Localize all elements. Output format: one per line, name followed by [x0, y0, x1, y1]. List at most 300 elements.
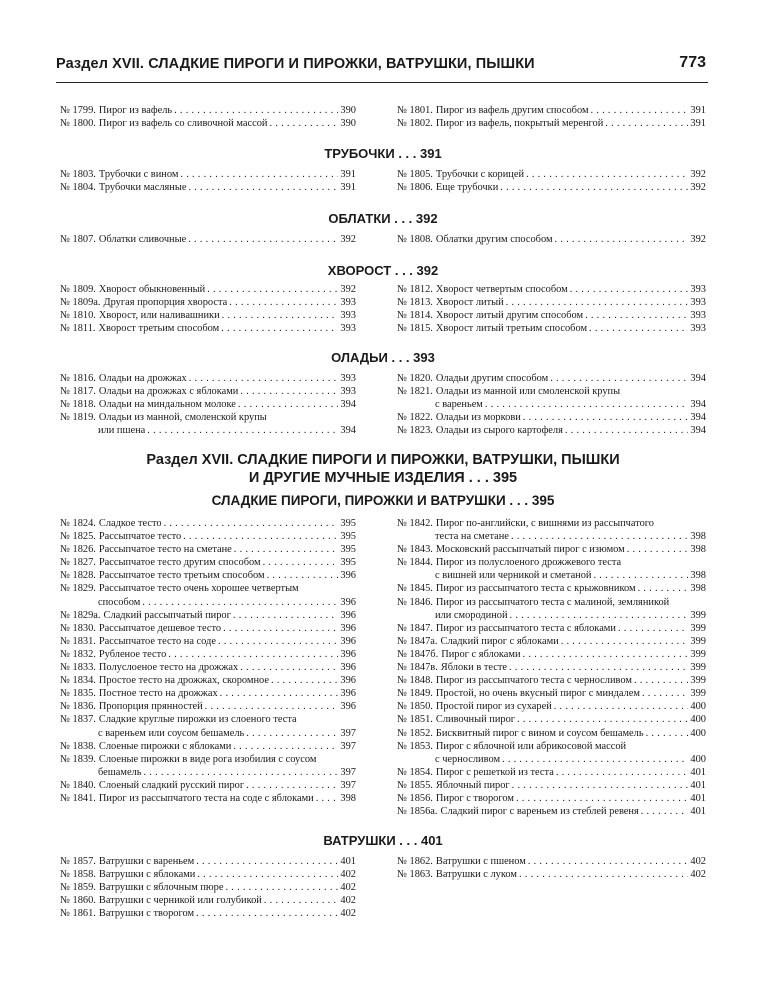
toc-entry — [60, 181, 356, 194]
toc-entry-line — [397, 283, 706, 296]
column-left — [60, 283, 356, 335]
recipe-title: Рассыпчатое тесто третьим способом — [98, 570, 265, 582]
recipe-number: № 1852. — [397, 727, 433, 739]
leader-dots — [500, 181, 688, 194]
recipe-title: Полуслоеное тесто на дрожжах — [98, 662, 239, 674]
recipe-number: № 1839. — [60, 753, 96, 765]
recipe-number: № 1850. — [397, 701, 433, 713]
toc-entry — [397, 792, 706, 805]
recipe-title: Пирог с творогом — [435, 792, 514, 804]
recipe-title: Рассыпчатое тесто очень хорошее четвертым — [98, 583, 299, 595]
recipe-title: Рассыпчатое тесто другим способом — [98, 557, 261, 569]
section-heading: ХВОРОСТ . . . 392 — [327, 263, 439, 278]
recipe-title: или пшена — [98, 425, 146, 437]
leader-dots — [634, 674, 688, 687]
recipe-number: № 1833. — [60, 662, 96, 674]
recipe-number: № 1814. — [397, 310, 433, 322]
column-right — [397, 517, 706, 818]
leader-dots — [589, 322, 688, 335]
recipe-number: № 1826. — [60, 544, 96, 556]
recipe-number: № 1851. — [397, 714, 433, 726]
recipe-page: 402 — [690, 856, 706, 867]
toc-entry — [60, 233, 356, 246]
recipe-number: № 1861. — [60, 908, 96, 920]
toc-entry-line — [397, 766, 706, 779]
recipe-page: 401 — [690, 792, 706, 804]
leader-dots — [502, 753, 688, 766]
toc-entry-line — [397, 556, 706, 569]
recipe-title: Простой пирог из сухарей — [435, 701, 552, 713]
leader-dots — [618, 622, 688, 635]
toc-entry-line — [60, 543, 356, 556]
recipe-page: 398 — [690, 531, 706, 543]
toc-entry-line — [60, 792, 356, 805]
recipe-page: 396 — [340, 688, 356, 700]
recipe-number: № 1853. — [397, 740, 433, 752]
toc-entry — [60, 674, 356, 687]
recipe-page: 400 — [690, 753, 706, 765]
recipe-page: 395 — [340, 531, 356, 543]
leader-dots — [554, 700, 689, 713]
toc-entry — [60, 779, 356, 792]
toc-entry-line — [60, 596, 356, 609]
recipe-title: Ватрушки с творогом — [98, 908, 195, 920]
recipe-title: Оладьи другим способом — [435, 373, 549, 384]
toc-entry-line — [397, 779, 706, 792]
recipe-title: Оладьи на дрожжах с яблоками — [98, 386, 239, 398]
toc-entry-line — [60, 740, 356, 753]
leader-dots — [565, 424, 689, 437]
toc-entry — [60, 398, 356, 411]
toc-entry-line — [397, 792, 706, 805]
recipe-number: № 1803. — [60, 169, 96, 180]
recipe-title: Пирог из полуслоеного дрожжевого теста — [435, 557, 622, 569]
recipe-title: Пирог из рассыпчатого теста на соде с яблоками — [98, 792, 314, 804]
leader-dots — [627, 543, 689, 556]
toc-entry-line — [60, 530, 356, 543]
toc-entry — [397, 661, 706, 674]
recipe-title: Ватрушки с черникой или голубикой — [98, 895, 262, 907]
toc-entry-line — [397, 700, 706, 713]
recipe-title: Пирог из рассыпчатого теста с черносливом — [435, 675, 632, 687]
toc-entry-line — [60, 385, 356, 398]
recipe-title: Пропорция прянностей — [98, 701, 203, 713]
recipe-title: с вареньем или соусом бешамель — [98, 727, 245, 739]
toc-entry-line — [397, 740, 706, 753]
toc-entry-line — [397, 517, 706, 530]
recipe-title: Облатки сливочные — [98, 234, 187, 245]
toc-entry — [60, 372, 356, 385]
recipe-number: № 1820. — [397, 373, 433, 384]
recipe-number: № 1835. — [60, 688, 96, 700]
toc-entry — [397, 556, 706, 582]
recipe-number: № 1854. — [397, 766, 433, 778]
toc-entry-line — [397, 687, 706, 700]
leader-dots — [264, 894, 339, 907]
column-right — [397, 233, 706, 246]
leader-dots — [316, 792, 339, 805]
leader-dots — [220, 687, 339, 700]
leader-dots — [246, 779, 338, 792]
toc-entry-line — [60, 674, 356, 687]
column-left — [60, 517, 356, 805]
toc-entry — [397, 517, 706, 543]
recipe-page: 396 — [340, 609, 356, 621]
recipe-number: № 1847в. — [397, 662, 438, 674]
toc-entry-line — [60, 713, 356, 726]
section-oblatki — [60, 211, 706, 249]
section-heading: СЛАДКИЕ ПИРОГИ, ПИРОЖКИ И ВАТРУШКИ . . . 395 — [211, 493, 555, 508]
recipe-page: 399 — [690, 622, 706, 634]
recipe-page: 396 — [340, 662, 356, 674]
recipe-page: 394 — [340, 399, 356, 411]
recipe-number: № 1859. — [60, 882, 96, 894]
toc-entry — [60, 117, 356, 130]
leader-dots — [222, 309, 339, 322]
toc-entry-line — [60, 517, 356, 530]
toc-entry-line — [397, 661, 706, 674]
recipe-number: № 1822. — [397, 412, 433, 424]
toc-entry — [60, 609, 356, 622]
leader-dots — [188, 233, 338, 246]
leader-dots — [188, 181, 338, 194]
recipe-page: 396 — [340, 622, 356, 634]
toc-entry — [60, 569, 356, 582]
recipe-page: 395 — [340, 557, 356, 569]
toc-entry-line — [397, 309, 706, 322]
toc-entry-line — [60, 753, 356, 766]
toc-entry — [60, 283, 356, 296]
recipe-number: № 1856а. — [397, 806, 438, 818]
toc-entry-line — [397, 596, 706, 609]
toc-entry-line — [397, 411, 706, 424]
recipe-number: № 1836. — [60, 701, 96, 713]
recipe-page: 402 — [340, 869, 356, 881]
leader-dots — [570, 283, 689, 296]
toc-entry — [60, 687, 356, 700]
recipe-page: 396 — [340, 701, 356, 713]
leader-dots — [605, 117, 688, 130]
recipe-title: Пирог по-английски, с вишнями из рассыпчатого — [435, 518, 655, 529]
toc-entry-line — [60, 779, 356, 792]
leader-dots — [517, 713, 688, 726]
toc-entry — [60, 907, 356, 920]
toc-entry — [60, 168, 356, 181]
recipe-title: Яблоки в тесте — [440, 662, 508, 674]
toc-entry-line — [60, 868, 356, 881]
recipe-page: 394 — [690, 425, 706, 437]
toc-entry — [397, 543, 706, 556]
leader-dots — [205, 700, 339, 713]
recipe-number: № 1846. — [397, 596, 433, 608]
leader-dots — [218, 635, 338, 648]
recipe-number: № 1837. — [60, 714, 96, 726]
leader-dots — [269, 117, 338, 130]
recipe-page: 397 — [340, 727, 356, 739]
recipe-title: Облатки другим способом — [435, 234, 553, 245]
recipe-number: № 1848. — [397, 675, 433, 687]
recipe-title: теста на сметане — [435, 531, 509, 543]
leader-dots — [263, 556, 339, 569]
recipe-number: № 1815. — [397, 323, 433, 335]
toc-entry-line — [60, 648, 356, 661]
toc-entry — [397, 713, 706, 726]
leader-dots — [485, 398, 689, 411]
recipe-title: Ватрушки с вареньем — [98, 856, 195, 867]
recipe-title: Ватрушки с луком — [435, 869, 517, 881]
toc-entry — [397, 582, 706, 595]
recipe-page: 393 — [690, 310, 706, 322]
recipe-page: 392 — [690, 169, 706, 180]
recipe-title: Сладкие круглые пирожки из слоеного теста — [98, 714, 297, 726]
leader-dots — [144, 766, 339, 779]
leader-dots — [223, 622, 338, 635]
recipe-page: 402 — [340, 895, 356, 907]
recipe-title: Сладкий пирог с яблоками — [440, 635, 559, 647]
toc-entry-line — [397, 322, 706, 335]
leader-dots — [234, 543, 339, 556]
toc-entry — [397, 181, 706, 194]
toc-entry — [397, 700, 706, 713]
toc-entry — [397, 372, 706, 385]
recipe-page: 392 — [340, 284, 356, 295]
recipe-title: Хворост литый третьим способом — [435, 323, 588, 335]
leader-dots — [271, 674, 338, 687]
leader-dots — [526, 168, 688, 181]
toc-entry-line — [397, 398, 706, 411]
leader-dots — [642, 687, 688, 700]
recipe-number: № 1847б. — [397, 648, 439, 660]
toc-entry-line — [60, 168, 356, 181]
recipe-number: № 1804. — [60, 182, 96, 194]
recipe-number: № 1802. — [397, 118, 433, 130]
leader-dots — [516, 792, 688, 805]
recipe-title: Пирог из вафель, покрытый меренгой — [435, 118, 604, 130]
leader-dots — [509, 661, 688, 674]
recipe-page: 398 — [340, 792, 356, 804]
recipe-number: № 1827. — [60, 557, 96, 569]
toc-entry — [397, 635, 706, 648]
recipe-page: 395 — [340, 518, 356, 529]
recipe-number: № 1849. — [397, 688, 433, 700]
toc-entry — [60, 648, 356, 661]
leader-dots — [523, 411, 689, 424]
recipe-title: Простое тесто на дрожжах, скоромное — [98, 675, 269, 687]
toc-entry — [60, 309, 356, 322]
recipe-title: Другая пропорция хвороста — [103, 297, 228, 309]
toc-entry-line — [397, 569, 706, 582]
toc-entry — [397, 855, 706, 868]
toc-entry — [60, 622, 356, 635]
toc-entry — [397, 648, 706, 661]
recipe-title: Трубочки с корицей — [435, 169, 525, 180]
toc-entry — [397, 168, 706, 181]
leader-dots — [594, 569, 689, 582]
recipe-number: № 1805. — [397, 169, 433, 180]
toc-entry-line — [60, 569, 356, 582]
toc-entry-line — [397, 233, 706, 246]
recipe-number: № 1799. — [60, 105, 96, 116]
recipe-number: № 1817. — [60, 386, 96, 398]
toc-entry — [397, 622, 706, 635]
recipe-title: Пирог с яблоками — [441, 648, 521, 660]
toc-entry-line — [60, 727, 356, 740]
toc-entry-line — [397, 713, 706, 726]
header-rule — [56, 82, 708, 83]
toc-entry-line — [60, 296, 356, 309]
leader-dots — [550, 372, 688, 385]
toc-entry-line — [60, 881, 356, 894]
recipe-title: Пирог с решеткой из теста — [435, 766, 554, 778]
running-head-title: Раздел XVII. СЛАДКИЕ ПИРОГИ И ПИРОЖКИ, ВАТРУШКИ, ПЫШКИ — [56, 56, 535, 72]
recipe-number: № 1816. — [60, 373, 96, 384]
column-left — [60, 233, 356, 246]
recipe-page: 401 — [690, 806, 706, 818]
recipe-page: 393 — [340, 386, 356, 398]
column-left — [60, 855, 356, 920]
recipe-number: № 1838. — [60, 740, 96, 752]
column-right — [397, 372, 706, 437]
toc-entry-line — [60, 687, 356, 700]
recipe-title: Пирог из вафель другим способом — [435, 105, 589, 116]
recipe-title: Оладьи из манной, смоленской крупы — [98, 412, 267, 424]
recipe-page: 402 — [340, 908, 356, 920]
recipe-number: № 1811. — [60, 323, 96, 335]
recipe-page: 398 — [690, 570, 706, 582]
recipe-title: Простой, но очень вкусный пирог с миндалем — [435, 688, 640, 700]
leader-dots — [142, 596, 338, 609]
part-heading-line-1: Раздел XVII. СЛАДКИЕ ПИРОГИ И ПИРОЖКИ, ВАТРУШКИ, ПЫШКИ — [146, 452, 620, 468]
leader-dots — [233, 609, 339, 622]
recipe-title: способом — [98, 596, 141, 608]
recipe-title: Постное тесто на дрожжах — [98, 688, 218, 700]
recipe-number: № 1808. — [397, 234, 433, 245]
toc-entry — [397, 117, 706, 130]
recipe-title: Рассыпчатое тесто на соде — [98, 635, 216, 647]
recipe-title: Хворост обыкновенный — [98, 284, 206, 295]
recipe-page: 402 — [690, 869, 706, 881]
recipe-page: 393 — [340, 373, 356, 384]
toc-entry-line — [60, 582, 356, 595]
leader-dots — [510, 609, 689, 622]
toc-entry-line — [397, 855, 706, 868]
recipe-page: 399 — [690, 648, 706, 660]
recipe-title: Пирог из рассыпчатого теста с малиной, земляникой — [435, 596, 670, 608]
column-right — [397, 283, 706, 335]
recipe-page: 396 — [340, 596, 356, 608]
toc-entry-line — [60, 622, 356, 635]
recipe-number: № 1806. — [397, 182, 433, 194]
toc-entry — [60, 700, 356, 713]
toc-entry — [60, 855, 356, 868]
recipe-page: 396 — [340, 570, 356, 582]
recipe-title: Оладьи из сырого картофеля — [435, 425, 563, 437]
leader-dots — [641, 805, 689, 818]
toc-entry — [397, 740, 706, 766]
recipe-title: Хворост литый — [435, 297, 504, 309]
toc-entry — [397, 805, 706, 818]
toc-entry — [397, 296, 706, 309]
toc-entry-line — [397, 674, 706, 687]
leader-dots — [226, 881, 339, 894]
leader-dots — [238, 398, 339, 411]
recipe-title: Хворост литый другим способом — [435, 310, 584, 322]
running-head — [56, 56, 706, 80]
toc-entry-line — [60, 424, 356, 437]
section-waffle-pies — [60, 104, 706, 134]
column-left — [60, 104, 356, 130]
recipe-title: Сладкое тесто — [98, 518, 162, 529]
recipe-title: Трубочки с вином — [98, 169, 179, 180]
toc-entry — [397, 385, 706, 411]
toc-entry — [397, 779, 706, 792]
recipe-title: Ватрушки с пшеном — [435, 856, 526, 867]
toc-entry — [397, 674, 706, 687]
leader-dots — [246, 727, 338, 740]
toc-entry — [60, 713, 356, 739]
recipe-number: № 1809а. — [60, 297, 101, 309]
toc-entry — [397, 283, 706, 296]
leader-dots — [555, 233, 689, 246]
recipe-page: 390 — [340, 105, 356, 116]
toc-entry-line — [60, 322, 356, 335]
leader-dots — [207, 283, 338, 296]
leader-dots — [585, 309, 688, 322]
recipe-page: 401 — [690, 766, 706, 778]
recipe-page: 399 — [690, 688, 706, 700]
recipe-page: 401 — [340, 856, 356, 867]
toc-entry-line — [60, 181, 356, 194]
recipe-title: Рассыпчатое тесто на сметане — [98, 544, 232, 556]
section-heading: ВАТРУШКИ . . . 401 — [323, 833, 443, 848]
toc-entry — [397, 309, 706, 322]
recipe-number: № 1830. — [60, 622, 96, 634]
recipe-number: № 1818. — [60, 399, 96, 411]
toc-entry — [60, 792, 356, 805]
toc-entry — [397, 411, 706, 424]
recipe-page: 399 — [690, 675, 706, 687]
recipe-page: 399 — [690, 635, 706, 647]
toc-entry-line — [397, 372, 706, 385]
recipe-page: 398 — [690, 583, 706, 595]
toc-entry-line — [60, 411, 356, 424]
recipe-number: № 1825. — [60, 531, 96, 543]
toc-entry-line — [60, 556, 356, 569]
toc-entry — [60, 530, 356, 543]
toc-entry-line — [397, 296, 706, 309]
toc-entry — [60, 582, 356, 608]
recipe-title: Рубленое тесто — [98, 648, 167, 660]
toc-entry — [60, 868, 356, 881]
recipe-page: 398 — [690, 544, 706, 556]
recipe-title: Рассыпчатое дешевое тесто — [98, 622, 222, 634]
toc-entry-line — [397, 168, 706, 181]
recipe-page: 390 — [340, 118, 356, 130]
recipe-page: 396 — [340, 635, 356, 647]
recipe-page: 391 — [340, 169, 356, 180]
recipe-number: № 1862. — [397, 856, 433, 867]
recipe-number: № 1844. — [397, 557, 433, 569]
section-khvorost — [60, 263, 706, 339]
recipe-title: Трубочки масляные — [98, 182, 187, 194]
recipe-number: № 1823. — [397, 425, 433, 437]
recipe-number: № 1809. — [60, 284, 96, 295]
leader-dots — [196, 855, 338, 868]
recipe-title: Слоеные пирожки в виде рога изобилия с соусом — [98, 753, 317, 765]
toc-entry — [60, 385, 356, 398]
recipe-title: Рассыпчатое тесто — [98, 531, 182, 543]
recipe-title: Московский рассыпчатый пирог с изюмом — [435, 544, 625, 556]
